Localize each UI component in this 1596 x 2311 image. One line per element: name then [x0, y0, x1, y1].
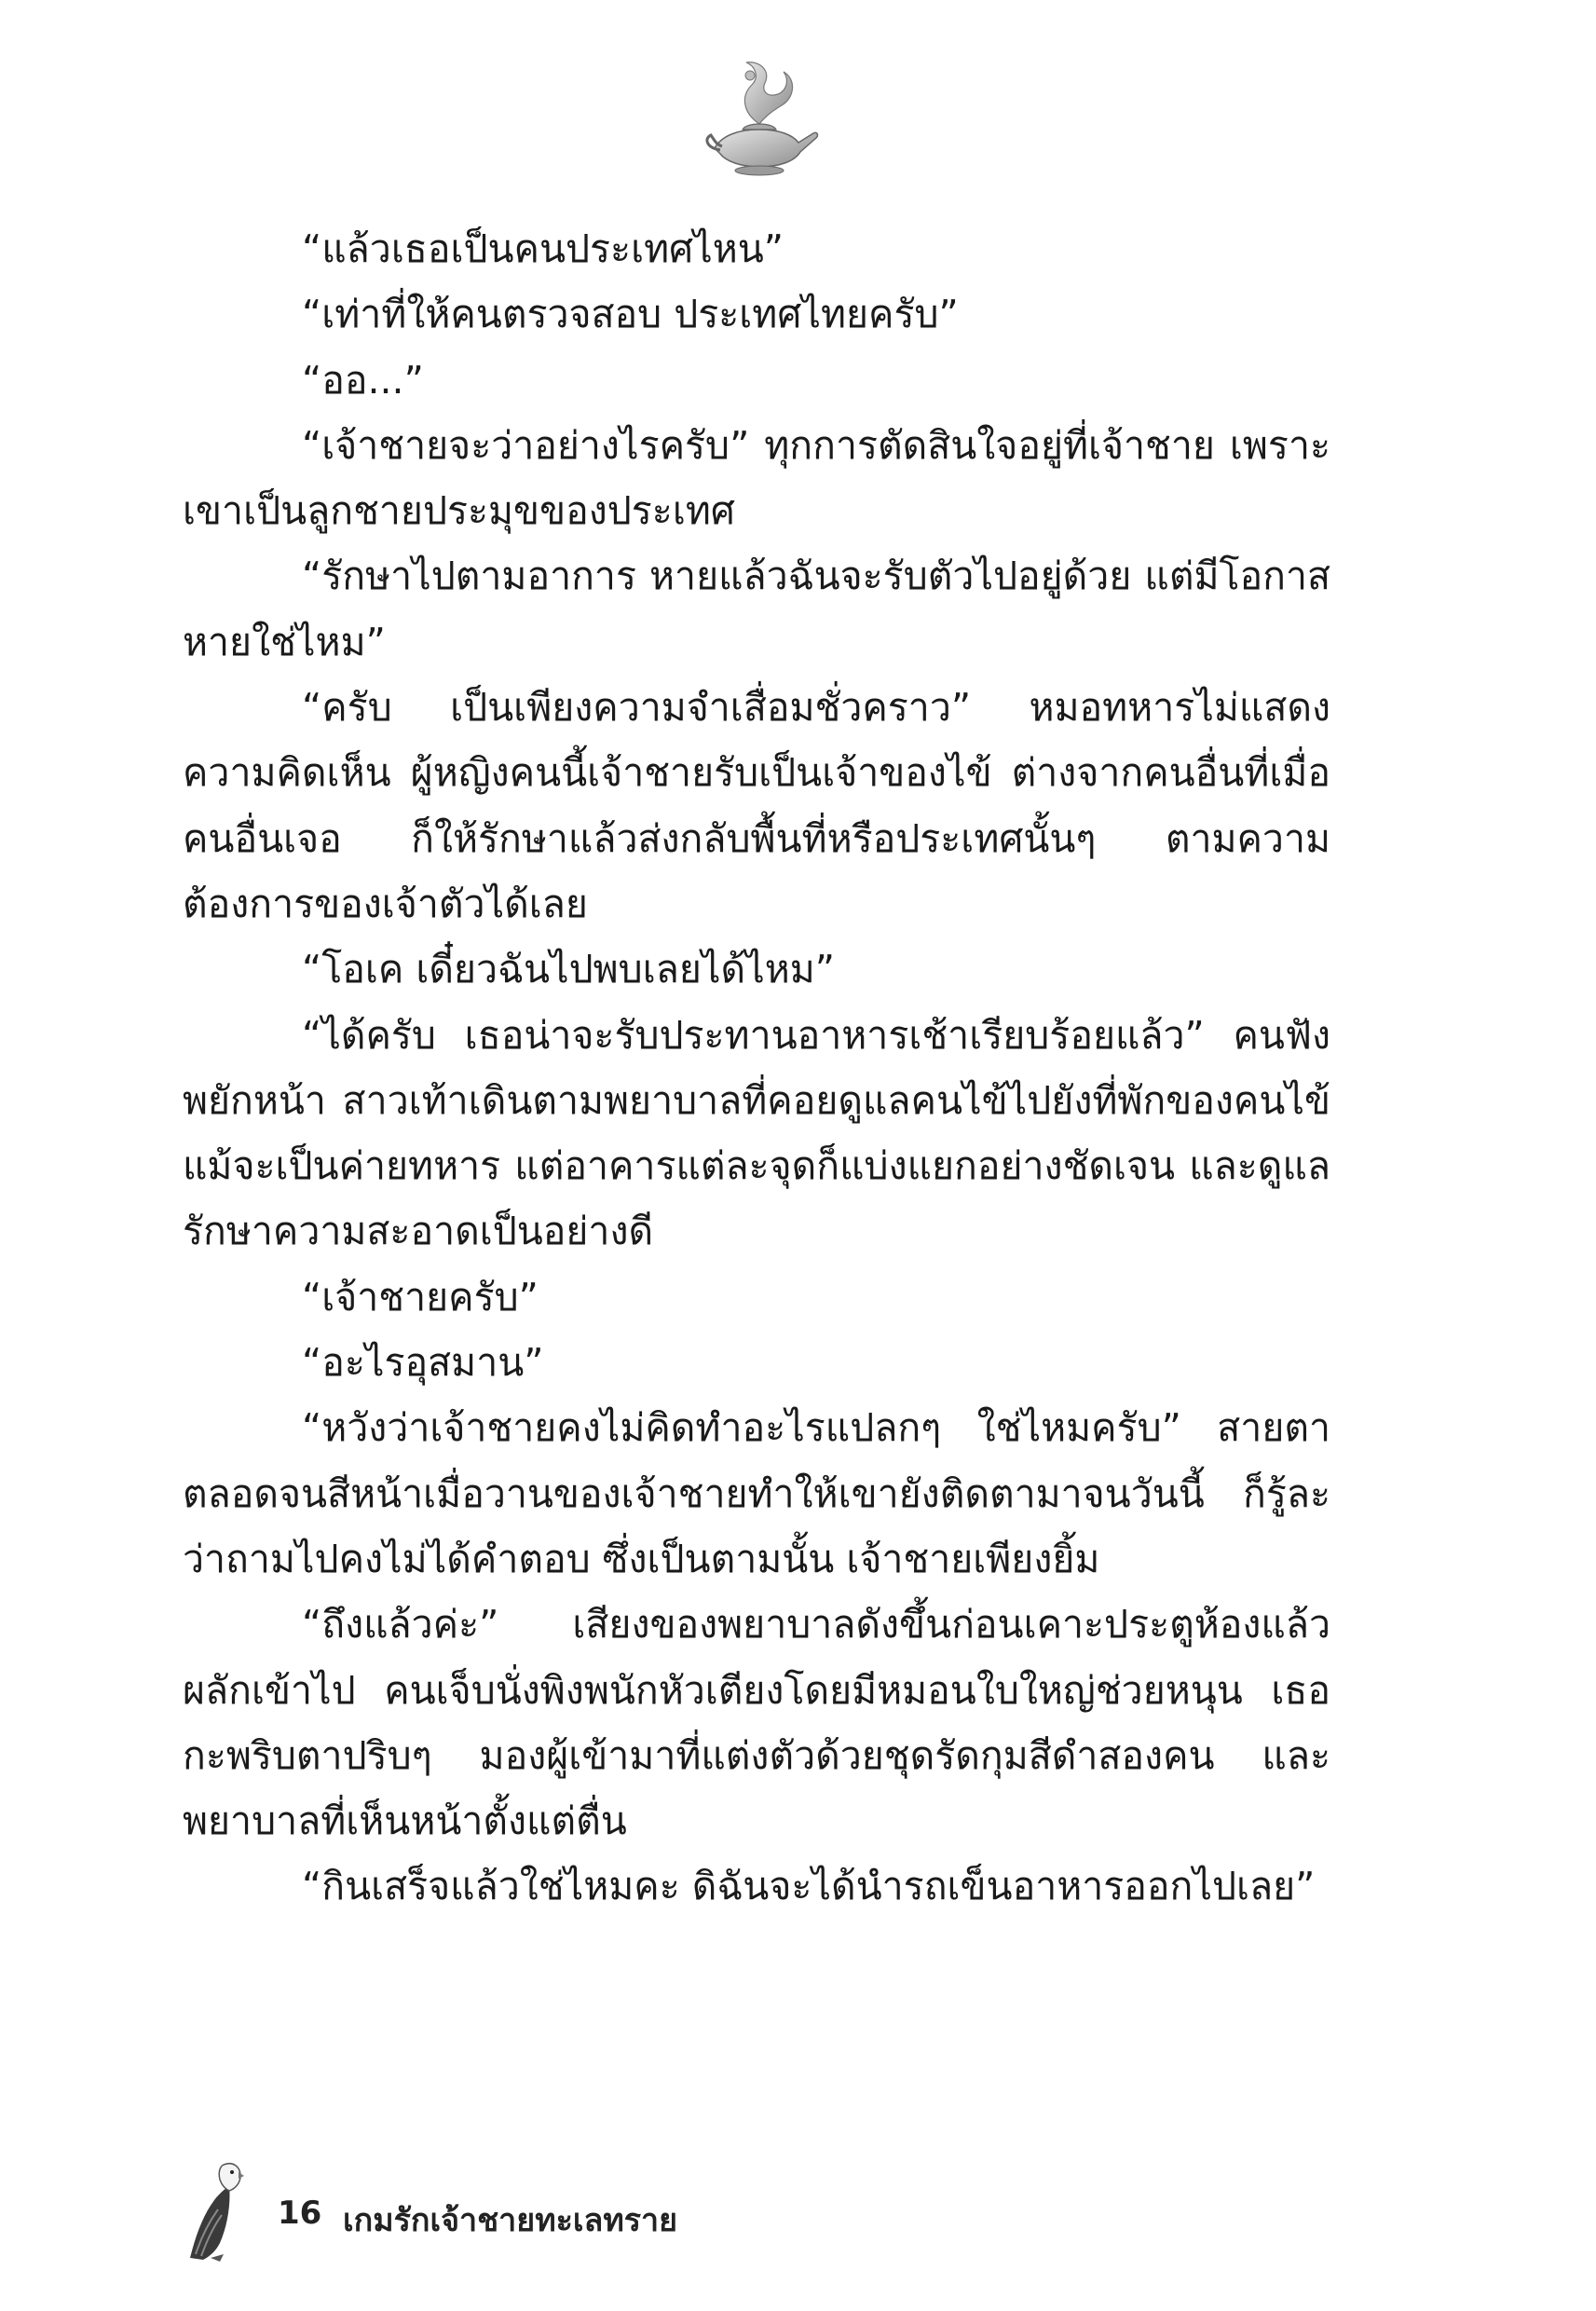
- genie-lamp-icon: [694, 51, 825, 182]
- paragraph: “ได้ครับ เธอน่าจะรับประทานอาหารเช้าเรียบร้อยแล้ว” คนฟังพยักหน้า สาวเท้าเดินตามพยาบาลที่คอยดูแลคนไข้ไปยังที่พักของคนไข้ แม้จะเป็นค่ายทหาร แต่อาคารแต่ละจุดก็แบ่งแยกอย่างชัดเจน และดูแลรักษาความสะอาดเป็นอย่างดี: [183, 1012, 1330, 1254]
- eagle-icon: [183, 2157, 244, 2262]
- body-text: [183, 216, 1330, 1920]
- paragraph: “ออ...”: [302, 357, 424, 403]
- paragraph: “หวังว่าเจ้าชายคงไม่คิดทำอะไรแปลกๆ ใช่ไหมครับ” สายตาตลอดจนสีหน้าเมื่อวานของเจ้าชายทำให้เขายังติดตามาจนวันนี้ ก็รู้ละว่าถามไปคงไม่ได้คำตอบ ซึ่งเป็นตามนั้น เจ้าชายเพียงยิ้ม: [183, 1405, 1330, 1581]
- paragraph: “ถึงแล้วค่ะ” เสียงของพยาบาลดังขึ้นก่อนเคาะประตูห้องแล้วผลักเข้าไป คนเจ็บนั่งพิงพนักหัวเตียงโดยมีหมอนใบใหญ่ช่วยหนุน เธอกะพริบตาปริบๆ มองผู้เข้ามาที่แต่งตัวด้วยชุดรัดกุมสีดำสองคน และพยาบาลที่เห็นหน้าตั้งแต่ตื่น: [183, 1602, 1330, 1844]
- paragraph: “เจ้าชายจะว่าอย่างไรครับ” ทุกการตัดสินใจอยู่ที่เจ้าชาย เพราะเขาเป็นลูกชายประมุขของประเทศ: [183, 422, 1330, 534]
- paragraph: “โอเค เดี๋ยวฉันไปพบเลยได้ไหม”: [302, 947, 836, 992]
- paragraph: “ครับ เป็นเพียงความจำเสื่อมชั่วคราว” หมอทหารไม่แสดงความคิดเห็น ผู้หญิงคนนี้เจ้าชายรับเป็นเจ้าของไข้ ต่างจากคนอื่นที่เมื่อคนอื่นเจอ ก็ให้รักษาแล้วส่งกลับพื้นที่หรือประเทศนั้นๆ ตามความต้องการของเจ้าตัวได้เลย: [183, 685, 1330, 926]
- paragraph: “แล้วเธอเป็นคนประเทศไหน”: [302, 226, 784, 271]
- paragraph: “อะไรอุสมาน”: [302, 1340, 544, 1386]
- book-title: เกมรักเจ้าชายทะเลทราย: [343, 2202, 678, 2239]
- page-number: 16: [278, 2195, 322, 2232]
- paragraph: “กินเสร็จแล้วใช่ไหมคะ ดิฉันจะได้นำรถเข็นอาหารออกไปเลย”: [302, 1864, 1316, 1909]
- paragraph: “เท่าที่ให้คนตรวจสอบ ประเทศไทยครับ”: [302, 292, 959, 337]
- paragraph: “เจ้าชายครับ”: [302, 1274, 539, 1320]
- page-footer: [183, 2157, 928, 2269]
- paragraph: “รักษาไปตามอาการ หายแล้วฉันจะรับตัวไปอยู่ด้วย แต่มีโอกาสหายใช่ไหม”: [183, 554, 1330, 664]
